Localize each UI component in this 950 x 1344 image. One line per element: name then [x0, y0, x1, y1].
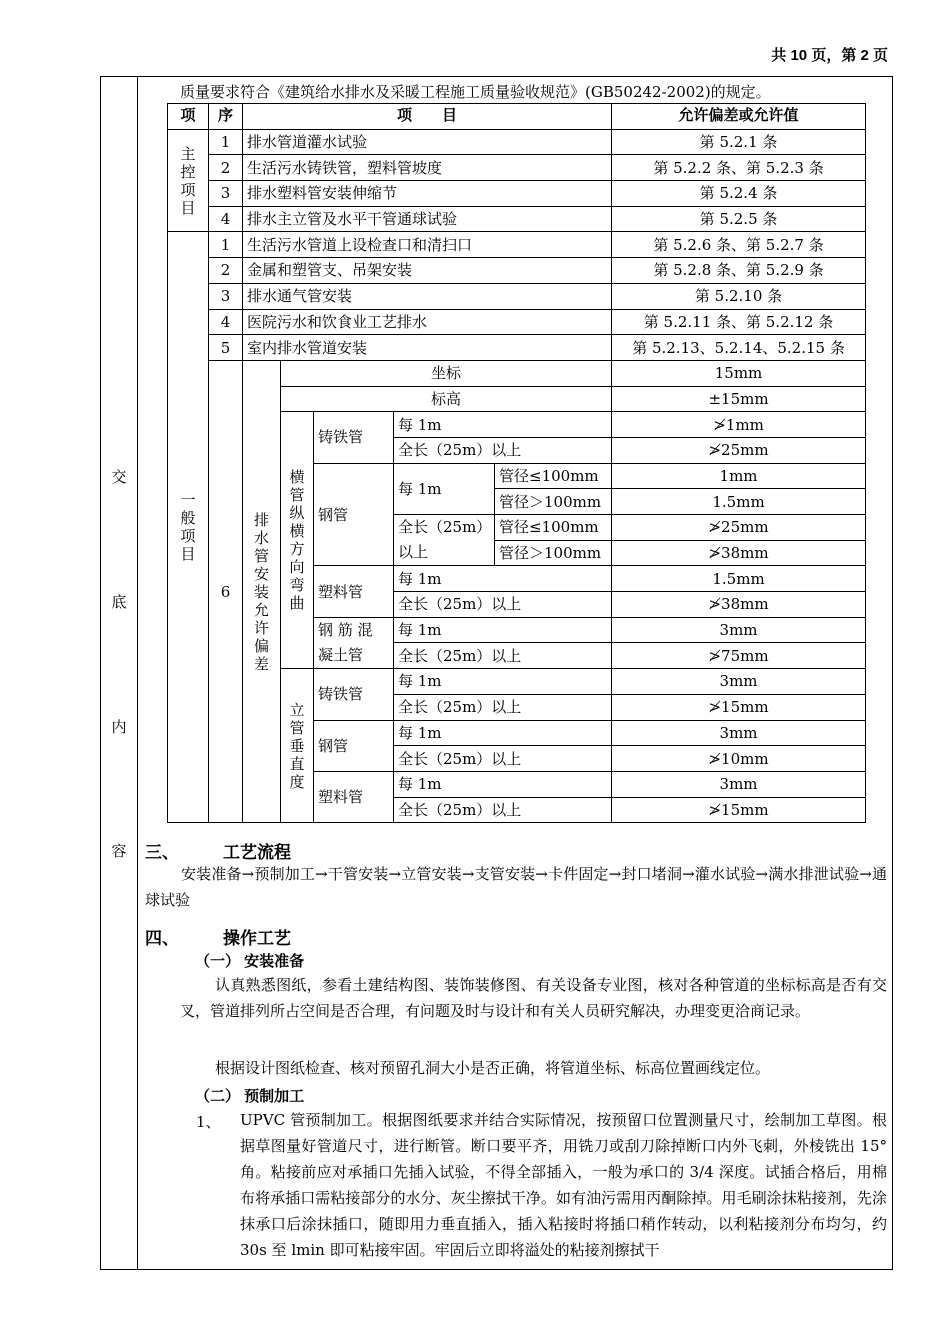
- seq-cell: 2: [209, 155, 243, 181]
- seq-cell: 5: [209, 335, 243, 361]
- item-cell: 排水通气管安装: [243, 283, 612, 309]
- seq-cell: 2: [209, 258, 243, 284]
- tol-cell: ≯10mm: [612, 746, 866, 772]
- horiz-label: 横 管 纵 横 方 向 弯 曲: [281, 412, 314, 669]
- table-row: [168, 309, 866, 335]
- section4-heading: [145, 924, 291, 949]
- tol-cell: 第 5.2.5 条: [612, 206, 866, 232]
- tol-cell: ≯75mm: [612, 643, 866, 669]
- measure-cell: 每 1m: [394, 720, 612, 746]
- seq-cell: 4: [209, 309, 243, 335]
- seq-cell: 6: [209, 360, 243, 822]
- table-row: [168, 283, 866, 309]
- list-item-text: UPVC 管预制加工。根据图纸要求并结合实际情况，按预留口位置测量尺寸，绘制加工草图。根据草图量好管道尺寸，进行断管。断口要平齐，用铣刀或刮刀除掉断口内外飞刺，外棱铣出 15°角。粘接前应对承插口先插入试验，不得全部插入，一般为承口的 3/4 深度。试插合格后，用棉布将承插口需粘接部分的水分、灰尘擦拭干净。如有油污需用丙酮除掉。用毛刷涂抹粘接剂，先涂抹承口后涂抹插口，随即用力垂直插入，插入粘接时将插口稍作转动，以利粘接剂分布均匀，约 30s 至 lmin 即可粘接牢固。牢固后立即将溢处的粘接剂擦拭干: [240, 1111, 887, 1259]
- table-row: [168, 181, 866, 207]
- tol-cell: 1mm: [612, 463, 866, 489]
- tol-cell: ≯38mm: [612, 540, 866, 566]
- list-item-number: 1、: [196, 1113, 221, 1131]
- section3-text: 安装准备→预制加工→干管安装→立管安装→支管安装→卡件固定→封口堵洞→灌水试验→满水排泄试验→通球试验: [145, 865, 887, 909]
- measure-cell: 每 1m: [394, 412, 612, 438]
- seq-cell: 1: [209, 129, 243, 155]
- main-items-label: 主 控 项 目: [168, 129, 209, 232]
- quality-intro: 质量要求符合《建筑给水排水及采暖工程施工质量验收规范》(GB50242-2002)的规定。: [180, 83, 771, 101]
- table-row: [168, 129, 866, 155]
- page-info: 共 10 页，第 2 页: [771, 47, 888, 64]
- table-row: [168, 232, 866, 258]
- tol-cell: 第 5.2.2 条、第 5.2.3 条: [612, 155, 866, 181]
- tol-cell: 第 5.2.11 条、第 5.2.12 条: [612, 309, 866, 335]
- pipe-type: 铸铁管: [314, 669, 394, 720]
- table-row: [168, 258, 866, 284]
- dia-cell: 管径≤100mm: [495, 515, 612, 541]
- measure-cell: 全长（25m）以上: [394, 746, 612, 772]
- tol-cell: ≯25mm: [612, 515, 866, 541]
- tol-cell: 第 5.2.13、5.2.14、5.2.15 条: [612, 335, 866, 361]
- quality-table: [167, 103, 866, 823]
- tol-cell: 3mm: [612, 720, 866, 746]
- tol-cell: 第 5.2.10 条: [612, 283, 866, 309]
- tol-cell: ≯15mm: [612, 694, 866, 720]
- pipe-type: 塑料管: [314, 771, 394, 822]
- subsection1-heading: （一） 安装准备: [195, 953, 305, 970]
- pipe-type: 钢管: [314, 463, 394, 566]
- table-row: [168, 360, 866, 386]
- measure-cell: 全长（25m）以上: [394, 694, 612, 720]
- item-cell: 生活污水管道上设检查口和清扫口: [243, 232, 612, 258]
- tol-cell: ≯38mm: [612, 592, 866, 618]
- tol-cell: ≯25mm: [612, 437, 866, 463]
- left-label-column: [100, 76, 138, 1270]
- seq-cell: 3: [209, 283, 243, 309]
- table-row: [168, 155, 866, 181]
- measure-cell: 每 1m: [394, 566, 612, 592]
- pipe-type: 塑料管: [314, 566, 394, 617]
- table-row: [168, 335, 866, 361]
- tol-cell: 3mm: [612, 771, 866, 797]
- measure-cell: 每 1m: [394, 617, 612, 643]
- tol-cell: 第 5.2.1 条: [612, 129, 866, 155]
- seq-cell: 3: [209, 181, 243, 207]
- item-cell: 排水塑料管安装伸缩节: [243, 181, 612, 207]
- measure-cell: 每 1m: [394, 463, 495, 514]
- tol-cell: 3mm: [612, 617, 866, 643]
- vert-label: 立 管 垂 直 度: [281, 669, 314, 823]
- tol-cell: 1.5mm: [612, 566, 866, 592]
- measure-cell: 全长（25m）以上: [394, 797, 612, 823]
- measure-cell: 全长（25m）以上: [394, 592, 612, 618]
- tol-cell: ≯1mm: [612, 412, 866, 438]
- elev-label: 标高: [281, 386, 612, 412]
- seq-cell: 1: [209, 232, 243, 258]
- left-label-char: 底: [111, 593, 127, 611]
- seq-cell: 4: [209, 206, 243, 232]
- left-label-char: 内: [111, 718, 127, 736]
- measure-cell: 每 1m: [394, 669, 612, 695]
- item-cell: 排水管道灌水试验: [243, 129, 612, 155]
- dia-cell: 管径＞100mm: [495, 489, 612, 515]
- pipe-type: 铸铁管: [314, 412, 394, 463]
- item-cell: 排水主立管及水平干管通球试验: [243, 206, 612, 232]
- col-category: 项: [168, 104, 209, 130]
- tol-cell: 第 5.2.6 条、第 5.2.7 条: [612, 232, 866, 258]
- section4-title: 操作工艺: [223, 929, 291, 948]
- section4-number: 四、: [145, 929, 179, 948]
- item-cell: 金属和塑管支、吊架安装: [243, 258, 612, 284]
- section4-paragraph: 根据设计图纸检查、核对预留孔洞大小是否正确，将管道坐标、标高位置画线定位。: [215, 1059, 771, 1077]
- measure-cell: 全长（25m）以上: [394, 643, 612, 669]
- tol-cell: ≯15mm: [612, 797, 866, 823]
- measure-cell: 全长（25m） 以上: [394, 515, 495, 566]
- general-items-label: 一 般 项 目: [168, 232, 209, 823]
- tol-cell: 15mm: [612, 360, 866, 386]
- coord-label: 坐标: [281, 360, 612, 386]
- tol-cell: 第 5.2.4 条: [612, 181, 866, 207]
- pipe-type: 钢 筋 混 凝土管: [314, 617, 394, 668]
- tol-cell: ±15mm: [612, 386, 866, 412]
- item-cell: 医院污水和饮食业工艺排水: [243, 309, 612, 335]
- section4-paragraph: 认真熟悉图纸，参看土建结构图、装饰装修图、有关设备专业图，核对各种管道的坐标标高是否有交叉，管道排列所占空间是否合理，有问题及时与设计和有关人员研究解决，办理变更洽商记录。: [180, 976, 887, 1020]
- table-row: [168, 206, 866, 232]
- col-seq: 序: [209, 104, 243, 130]
- section3-heading: [145, 838, 291, 863]
- section3-title: 工艺流程: [223, 843, 291, 862]
- pipe-type: 钢管: [314, 720, 394, 771]
- item-cell: 生活污水铸铁管，塑料管坡度: [243, 155, 612, 181]
- item-cell: 室内排水管道安装: [243, 335, 612, 361]
- dia-cell: 管径≤100mm: [495, 463, 612, 489]
- measure-cell: 全长（25m）以上: [394, 437, 612, 463]
- dia-cell: 管径＞100mm: [495, 540, 612, 566]
- subsection2-heading: （二） 预制加工: [195, 1088, 305, 1105]
- section3-number: 三、: [145, 843, 179, 862]
- left-label-char: 容: [111, 842, 127, 860]
- col-tolerance: 允许偏差或允许值: [612, 104, 866, 130]
- measure-cell: 每 1m: [394, 771, 612, 797]
- tol-cell: 第 5.2.8 条、第 5.2.9 条: [612, 258, 866, 284]
- tol-cell: 1.5mm: [612, 489, 866, 515]
- left-label-char: 交: [111, 468, 127, 486]
- item6-label: 排 水 管 安 装 允 许 偏 差: [243, 360, 281, 822]
- table-header-row: [168, 104, 866, 130]
- col-item: 项 目: [243, 104, 612, 130]
- tol-cell: 3mm: [612, 669, 866, 695]
